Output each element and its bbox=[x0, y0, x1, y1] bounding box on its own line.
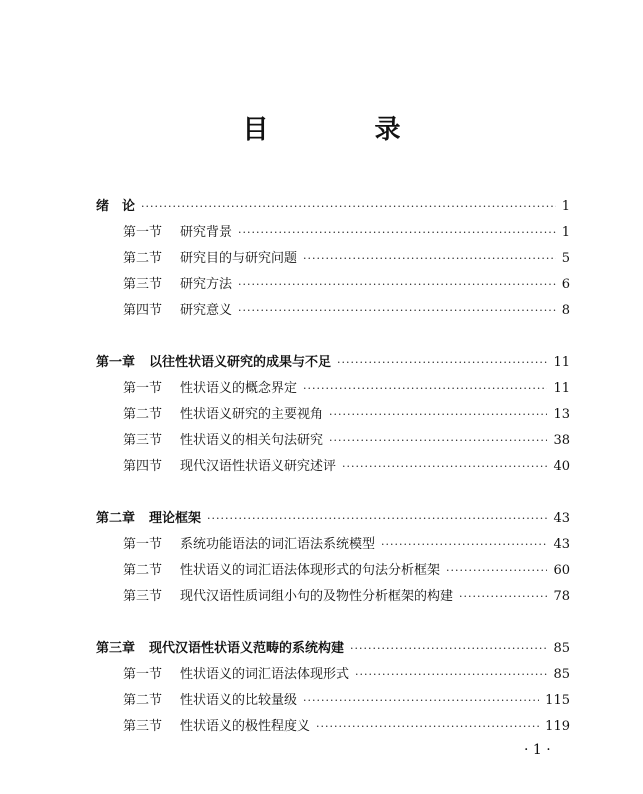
toc-section-number: 第一节 bbox=[123, 225, 163, 240]
toc-section-title: 现代汉语性状语义研究述评 bbox=[180, 459, 337, 474]
toc-section-title: 性状语义的极性程度义 bbox=[180, 719, 311, 734]
dot-leader bbox=[446, 558, 547, 584]
toc-entry-chapter-1-section-3[interactable] bbox=[96, 428, 570, 454]
toc-entry-chapter-3-section-1[interactable] bbox=[96, 662, 570, 688]
toc-page-number: 8 bbox=[561, 303, 570, 318]
toc-entry-chapter-2[interactable] bbox=[96, 506, 570, 532]
toc-chapter-number: 第二章 bbox=[96, 511, 136, 526]
toc-page-number: 119 bbox=[545, 719, 570, 734]
toc-page-number: 78 bbox=[553, 589, 570, 604]
table-of-contents bbox=[96, 194, 570, 740]
toc-entry-intro-section-2[interactable] bbox=[96, 246, 570, 272]
toc-section-number: 第二节 bbox=[123, 251, 163, 266]
toc-section-title: 研究方法 bbox=[180, 277, 233, 292]
dot-leader bbox=[350, 636, 547, 662]
toc-page-number: 38 bbox=[553, 433, 570, 448]
toc-entry-intro-section-3[interactable] bbox=[96, 272, 570, 298]
toc-page-number: 43 bbox=[553, 537, 570, 552]
toc-section-title: 性状语义的词汇语法体现形式 bbox=[180, 667, 350, 682]
toc-section-number: 第三节 bbox=[123, 589, 163, 604]
toc-chapter-title: 以往性状语义研究的成果与不足 bbox=[149, 355, 332, 370]
dot-leader bbox=[207, 506, 547, 532]
toc-section-number: 第一节 bbox=[123, 381, 163, 396]
toc-section-number: 第四节 bbox=[123, 303, 163, 318]
toc-section-number: 第二节 bbox=[123, 563, 163, 578]
toc-entry-chapter-1-section-1[interactable] bbox=[96, 376, 570, 402]
toc-section-title: 性状语义的比较量级 bbox=[180, 693, 298, 708]
dot-leader bbox=[238, 272, 556, 298]
dot-leader bbox=[381, 532, 547, 558]
toc-section-title: 研究意义 bbox=[180, 303, 233, 318]
toc-section-title: 研究目的与研究问题 bbox=[180, 251, 298, 266]
toc-page-number: 1 bbox=[561, 199, 570, 214]
toc-section-title: 性状语义研究的主要视角 bbox=[180, 407, 324, 422]
toc-page-number: 11 bbox=[553, 381, 570, 396]
toc-page-number: 13 bbox=[553, 407, 570, 422]
toc-page-number: 5 bbox=[561, 251, 570, 266]
toc-entry-chapter-2-section-3[interactable] bbox=[96, 584, 570, 610]
dot-leader bbox=[459, 584, 547, 610]
dot-leader bbox=[303, 246, 556, 272]
toc-section-number: 第三节 bbox=[123, 277, 163, 292]
toc-chapter-title: 现代汉语性状语义范畴的系统构建 bbox=[149, 641, 345, 656]
dot-leader bbox=[329, 428, 547, 454]
dot-leader bbox=[303, 376, 547, 402]
dot-leader bbox=[337, 350, 547, 376]
toc-page-number: 115 bbox=[545, 693, 570, 708]
toc-section-number: 第三节 bbox=[123, 719, 163, 734]
dot-leader bbox=[316, 714, 539, 740]
toc-section-number: 第三节 bbox=[123, 433, 163, 448]
toc-entry-chapter-2-section-1[interactable] bbox=[96, 532, 570, 558]
toc-entry-intro[interactable] bbox=[96, 194, 570, 220]
toc-section-title: 性状语义的词汇语法体现形式的句法分析框架 bbox=[180, 563, 441, 578]
dot-leader bbox=[238, 298, 556, 324]
dot-leader bbox=[355, 662, 547, 688]
toc-entry-chapter-2-section-2[interactable] bbox=[96, 558, 570, 584]
dot-leader bbox=[303, 688, 539, 714]
dot-leader bbox=[141, 194, 556, 220]
toc-entry-chapter-1[interactable] bbox=[96, 350, 570, 376]
toc-page-number: 85 bbox=[553, 667, 570, 682]
toc-entry-chapter-3-section-3[interactable] bbox=[96, 714, 570, 740]
toc-section-number: 第二节 bbox=[123, 693, 163, 708]
page-title: 目 录 bbox=[242, 115, 441, 145]
toc-chapter-title: 绪 论 bbox=[96, 199, 136, 214]
toc-page-number: 60 bbox=[553, 563, 570, 578]
dot-leader bbox=[238, 220, 556, 246]
toc-page-number: 6 bbox=[561, 277, 570, 292]
toc-chapter-number: 第三章 bbox=[96, 641, 136, 656]
dot-leader bbox=[329, 402, 547, 428]
toc-section-title: 系统功能语法的词汇语法系统模型 bbox=[180, 537, 376, 552]
toc-page-number: 1 bbox=[561, 225, 570, 240]
toc-section-number: 第四节 bbox=[123, 459, 163, 474]
toc-entry-intro-section-4[interactable] bbox=[96, 298, 570, 324]
page-folio: · 1 · bbox=[524, 742, 551, 758]
toc-section-number: 第一节 bbox=[123, 537, 163, 552]
toc-entry-chapter-1-section-2[interactable] bbox=[96, 402, 570, 428]
toc-page-number: 11 bbox=[553, 355, 570, 370]
toc-entry-chapter-3-section-2[interactable] bbox=[96, 688, 570, 714]
toc-section-number: 第二节 bbox=[123, 407, 163, 422]
toc-section-title: 研究背景 bbox=[180, 225, 233, 240]
toc-entry-chapter-3[interactable] bbox=[96, 636, 570, 662]
toc-page-number: 43 bbox=[553, 511, 570, 526]
toc-page-number: 40 bbox=[553, 459, 570, 474]
dot-leader bbox=[342, 454, 547, 480]
toc-chapter-title: 理论框架 bbox=[149, 511, 202, 526]
toc-page-number: 85 bbox=[553, 641, 570, 656]
toc-section-title: 现代汉语性质词组小句的及物性分析框架的构建 bbox=[180, 589, 454, 604]
toc-section-number: 第一节 bbox=[123, 667, 163, 682]
toc-entry-intro-section-1[interactable] bbox=[96, 220, 570, 246]
toc-section-title: 性状语义的相关句法研究 bbox=[180, 433, 324, 448]
toc-section-title: 性状语义的概念界定 bbox=[180, 381, 298, 396]
toc-entry-chapter-1-section-4[interactable] bbox=[96, 454, 570, 480]
toc-chapter-number: 第一章 bbox=[96, 355, 136, 370]
